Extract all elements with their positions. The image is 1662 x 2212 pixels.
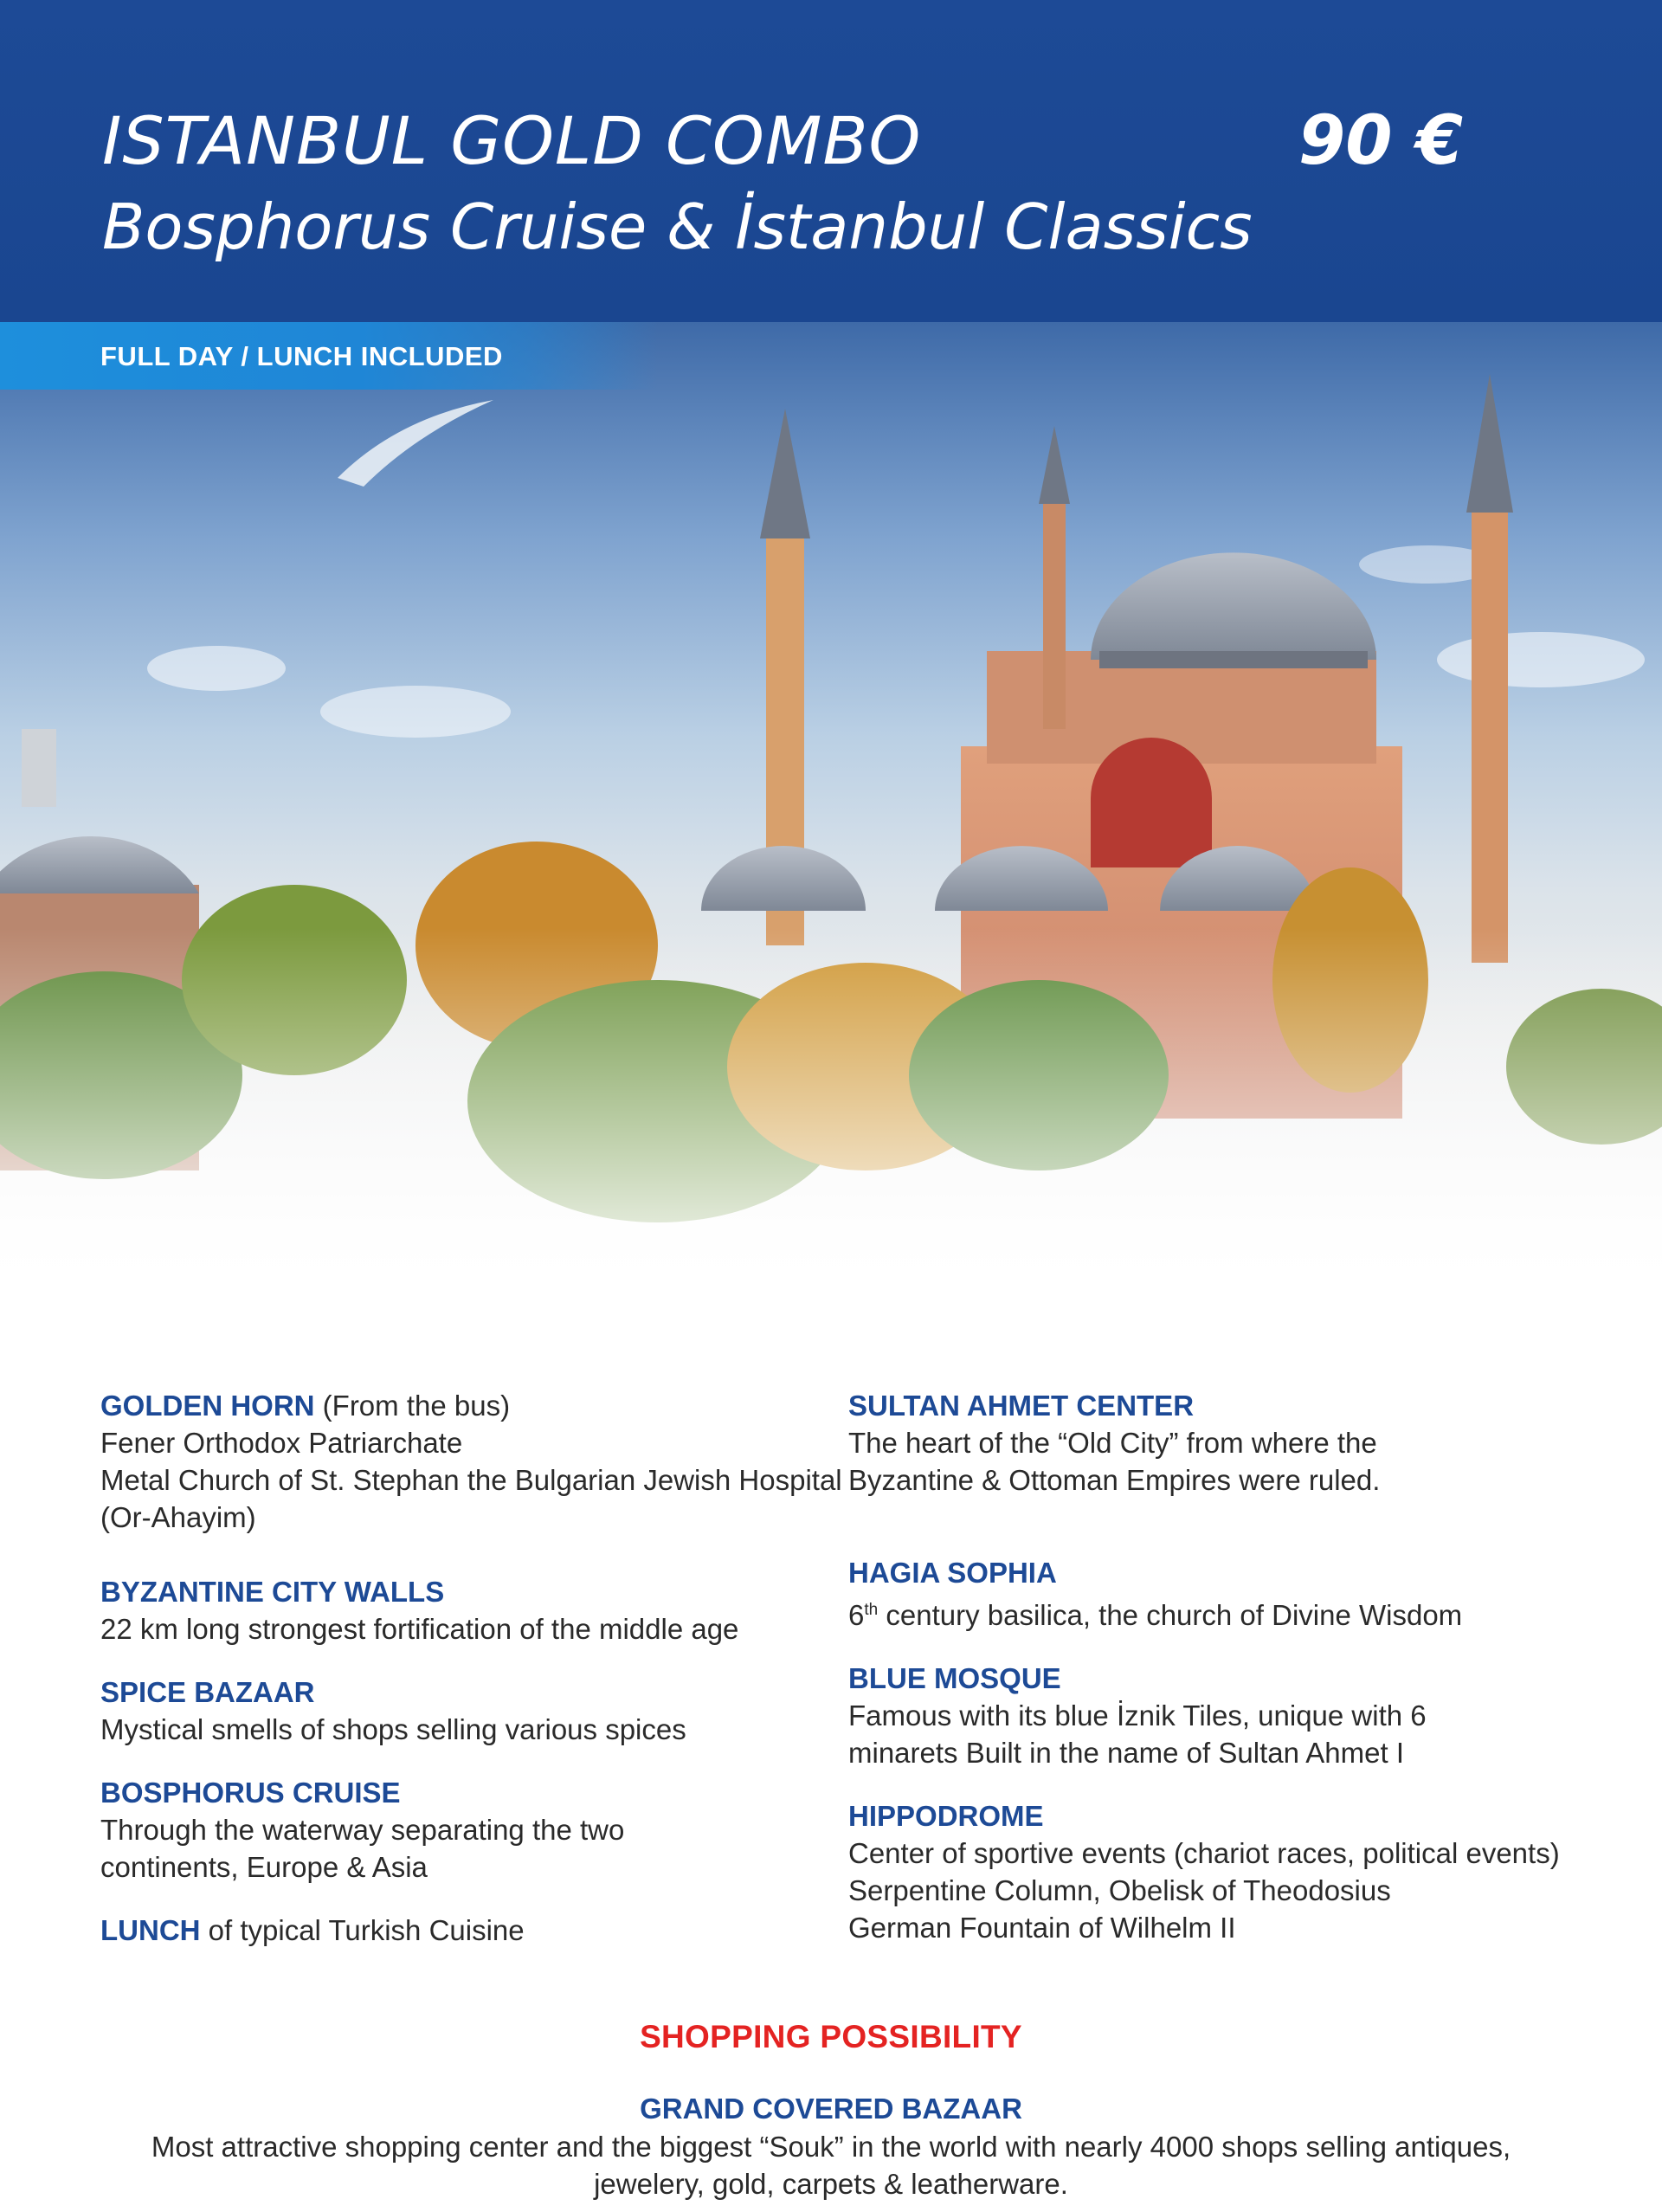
tour-price: 90 €	[1298, 102, 1463, 180]
hippodrome-desc: Center of sportive events (chariot races, political events) Serpentine Column, Obelisk of Theodosius	[848, 1837, 1560, 1906]
golden-horn-note: (From the bus)	[314, 1390, 511, 1422]
heading-hagia-sophia: HAGIA SOPHIA	[848, 1557, 1057, 1589]
list-item-blue-mosque	[848, 1660, 1506, 1771]
heading-lunch: LUNCH	[100, 1914, 201, 1946]
heading-golden-horn: GOLDEN HORN	[100, 1390, 315, 1422]
list-item-golden-horn	[100, 1387, 845, 1536]
blue-mosque-desc: Famous with its blue İznik Tiles, unique with 6 minarets Built in the name of Sultan Ahmet I	[848, 1699, 1427, 1769]
list-item-hagia-sophia	[848, 1554, 1593, 1634]
sultan-ahmet-desc: The heart of the “Old City” from where the Byzantine & Ottoman Empires were ruled.	[848, 1427, 1381, 1496]
golden-horn-line-2: Metal Church of St. Stephan the Bulgarian Jewish Hospital (Or-Ahayim)	[100, 1464, 842, 1533]
grand-bazaar-heading: GRAND COVERED BAZAAR	[640, 2093, 1022, 2125]
list-item-sultan-ahmet	[848, 1387, 1454, 1499]
bosphorus-cruise-desc: Through the waterway separating the two continents, Europe & Asia	[100, 1814, 625, 1883]
duration-badge	[0, 322, 658, 390]
heading-bosphorus-cruise: BOSPHORUS CRUISE	[100, 1777, 401, 1809]
spice-bazaar-desc: Mystical smells of shops selling various spices	[100, 1713, 686, 1745]
list-item-byzantine-walls	[100, 1573, 845, 1648]
byzantine-walls-desc: 22 km long strongest fortification of the middle age	[100, 1613, 739, 1645]
hagia-sophia-desc-text: century basilica, the church of Divine Wisdom	[878, 1599, 1463, 1631]
itinerary-right-column	[848, 1387, 1593, 1946]
hippodrome-desc-2: German Fountain of Wilhelm II	[848, 1912, 1236, 1944]
duration-badge-text: FULL DAY / LUNCH INCLUDED	[100, 341, 503, 371]
tour-title: ISTANBUL GOLD COMBO	[102, 102, 922, 179]
itinerary-left-column	[100, 1387, 845, 1949]
grand-bazaar-desc: Most attractive shopping center and the biggest “Souk” in the world with nearly 4000 shops selling antiques, jewelery, gold, carpets & leatherware.	[151, 2131, 1511, 2200]
lunch-desc: of typical Turkish Cuisine	[200, 1914, 525, 1946]
list-item-lunch	[100, 1912, 845, 1949]
list-item-bosphorus-cruise	[100, 1774, 845, 1886]
heading-sultan-ahmet: SULTAN AHMET CENTER	[848, 1390, 1195, 1422]
hagia-sophia-century: 6	[848, 1599, 865, 1631]
hagia-sophia-illustration	[0, 322, 1662, 1300]
header-banner	[0, 0, 1662, 322]
heading-hippodrome: HIPPODROME	[848, 1800, 1044, 1832]
list-item-hippodrome	[848, 1797, 1575, 1946]
hagia-sophia-ordinal: th	[864, 1601, 879, 1619]
heading-spice-bazaar: SPICE BAZAAR	[100, 1676, 315, 1708]
heading-byzantine-walls: BYZANTINE CITY WALLS	[100, 1576, 445, 1608]
hagia-sophia-desc	[848, 1591, 1593, 1634]
golden-horn-line-1: Fener Orthodox Patriarchate	[100, 1427, 463, 1459]
shopping-heading: SHOPPING POSSIBILITY	[640, 2019, 1022, 2054]
tour-subtitle: Bosphorus Cruise & İstanbul Classics	[102, 190, 1253, 263]
hero-image-hagia-sophia	[0, 322, 1662, 1300]
list-item-spice-bazaar	[100, 1674, 845, 1748]
heading-blue-mosque: BLUE MOSQUE	[848, 1662, 1061, 1694]
